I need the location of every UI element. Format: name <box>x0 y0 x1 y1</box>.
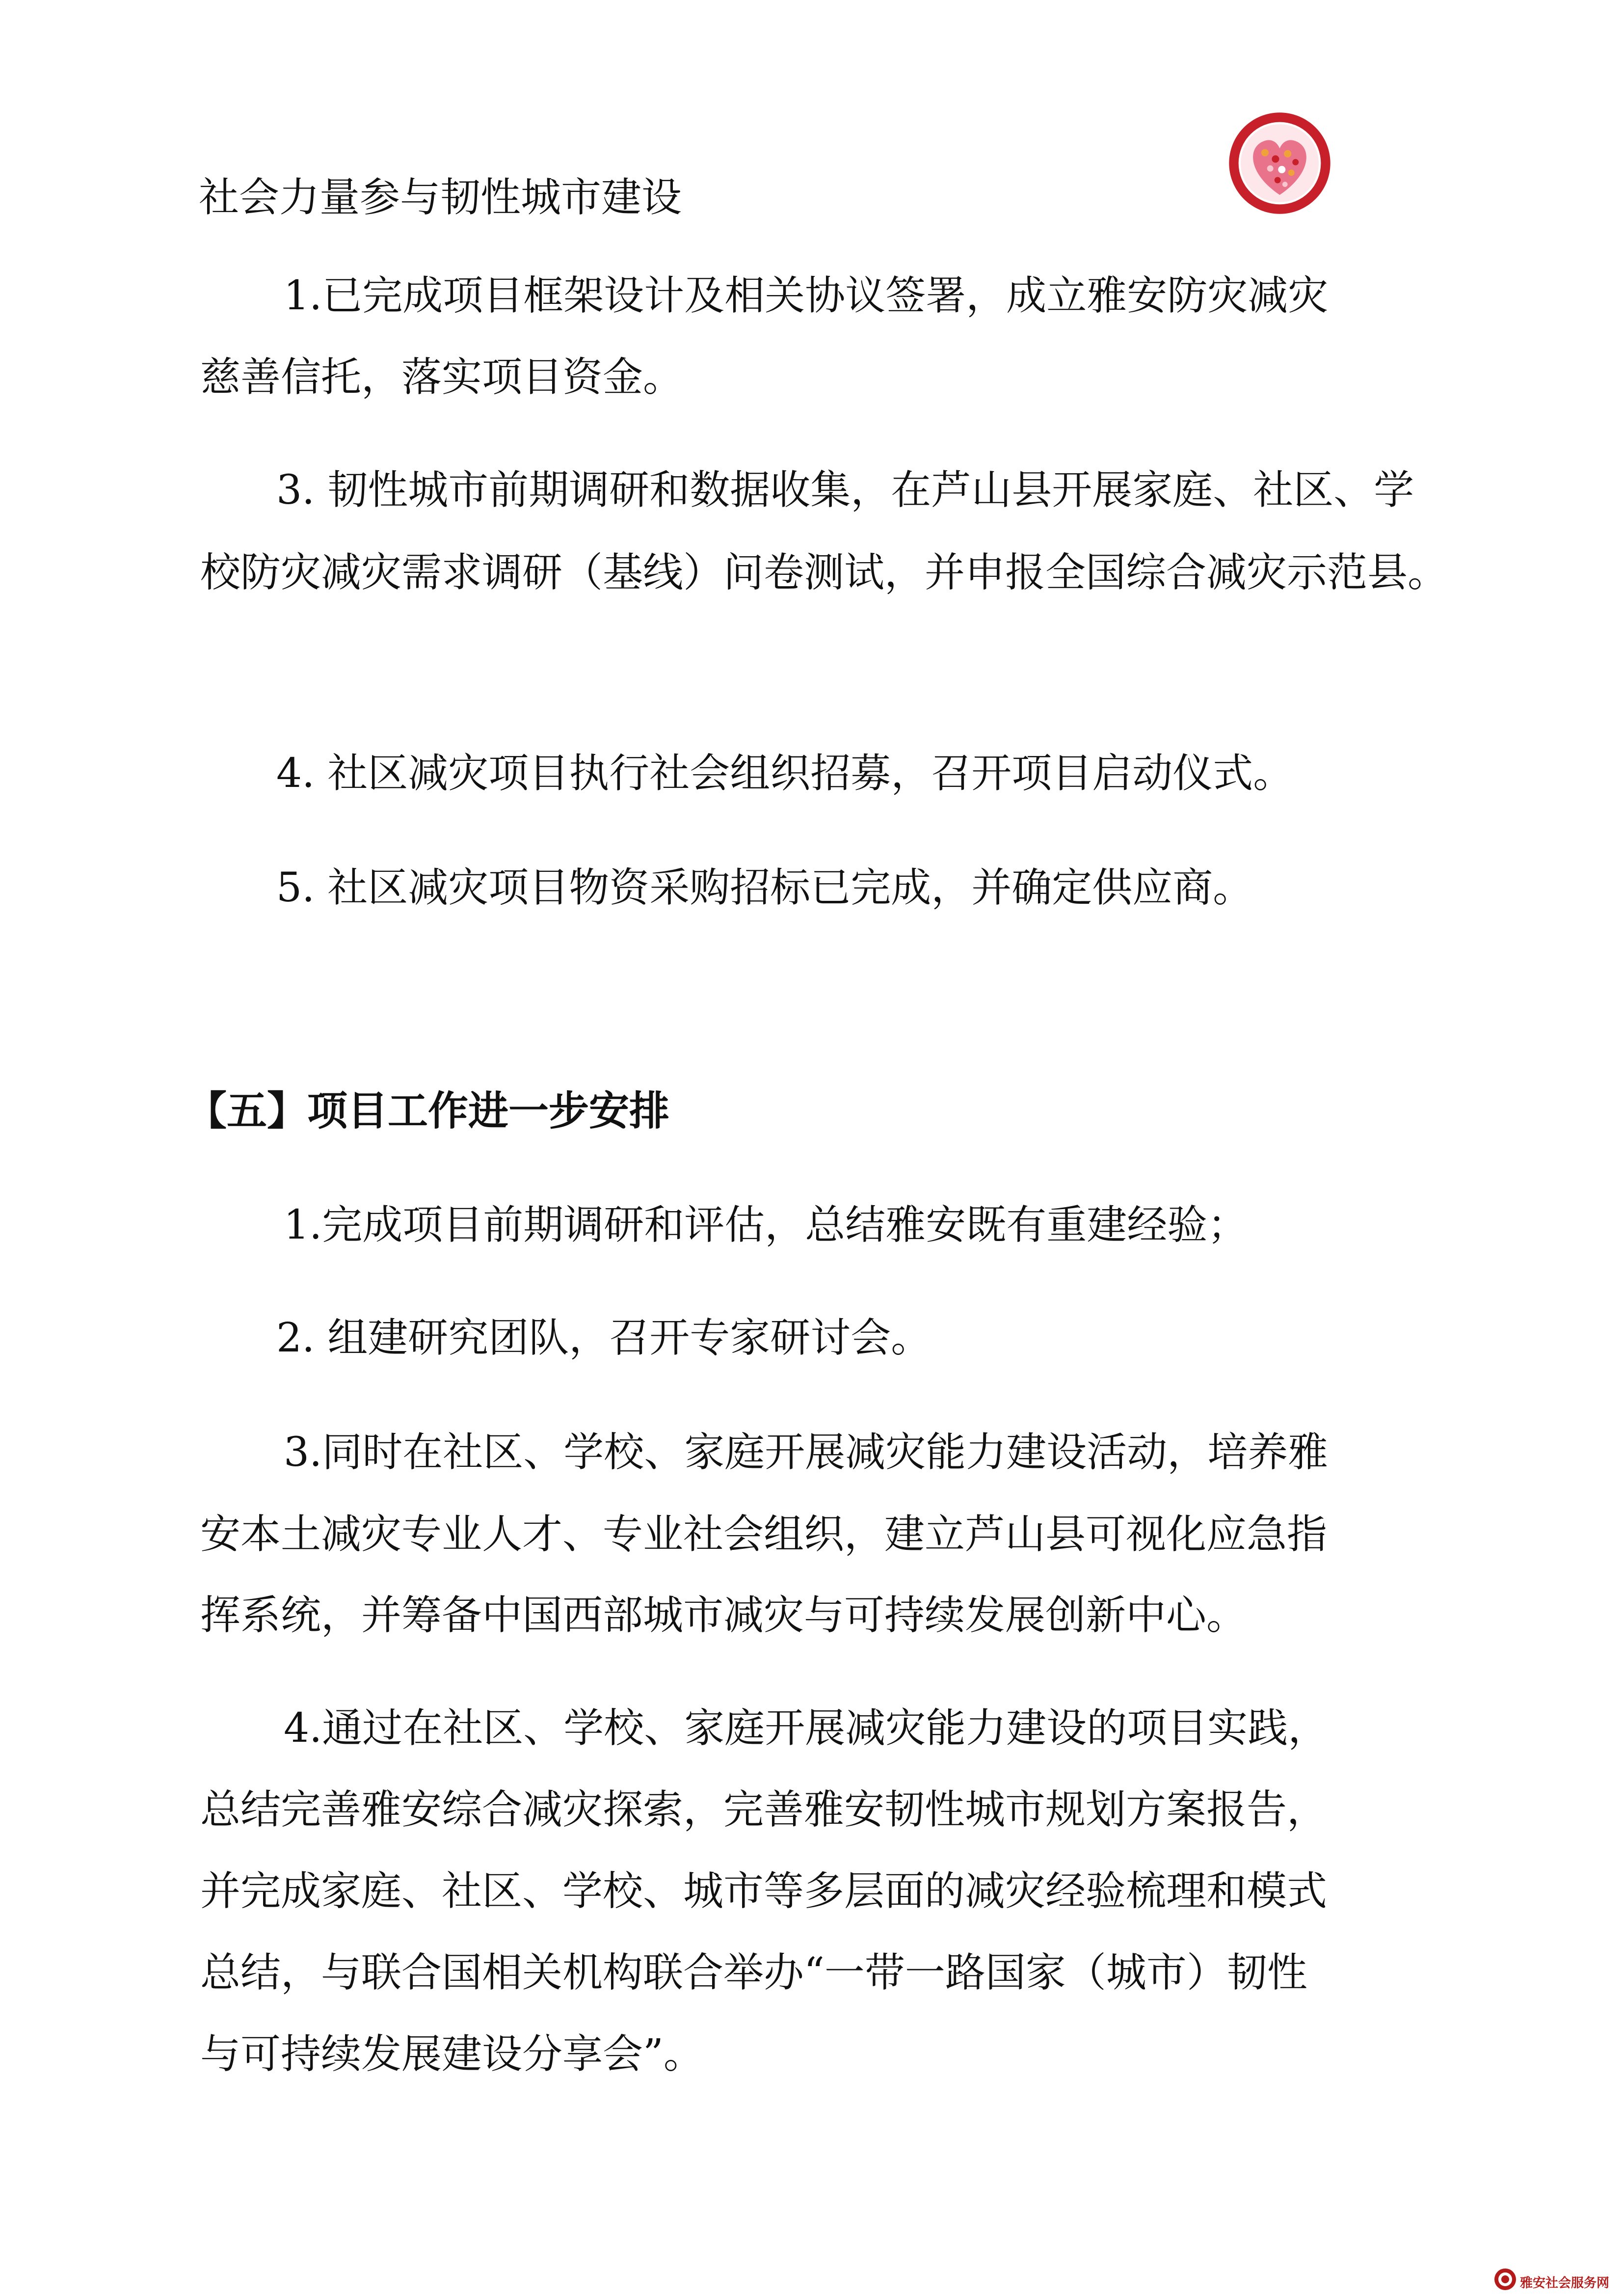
watermark-text: 雅安社会服务网 <box>1520 2276 1610 2291</box>
footer-watermark <box>1490 2267 1617 2292</box>
plan-item-4-line-2: 总结完善雅安综合减灾探索，完善雅安韧性城市规划方案报告， <box>200 1786 1328 1833</box>
progress-item-5: 5. 社区减灾项目物资采购招标已完成，并确定供应商。 <box>276 864 1253 911</box>
progress-item-3-line-2: 校防灾减灾需求调研（基线）问卷测试，并申报全国综合减灾示范县。 <box>200 549 1448 596</box>
plan-item-3-line-3: 挥系统，并筹备中国西部城市减灾与可持续发展创新中心。 <box>200 1592 1247 1639</box>
plan-item-4-line-3: 并完成家庭、社区、学校、城市等多层面的减灾经验梳理和模式 <box>200 1868 1328 1915</box>
plan-item-1: 1.完成项目前期调研和评估，总结雅安既有重建经验； <box>284 1202 1248 1248</box>
watermark-seal-icon <box>1493 2268 1517 2291</box>
progress-item-4: 4. 社区减灾项目执行社会组织招募，召开项目启动仪式。 <box>276 750 1294 797</box>
plan-item-4-line-5: 与可持续发展建设分享会”。 <box>200 2031 704 2078</box>
progress-item-1-line-2: 慈善信托，落实项目资金。 <box>200 354 684 401</box>
section-5-heading: 【五】项目工作进一步安排 <box>186 1088 670 1134</box>
plan-item-3-line-2: 安本土减灾专业人才、专业社会组织，建立芦山县可视化应急指 <box>200 1511 1328 1558</box>
progress-item-3-line-1: 3. 韧性城市前期调研和数据收集，在芦山县开展家庭、社区、学 <box>276 467 1414 513</box>
plan-item-2: 2. 组建研究团队，召开专家研讨会。 <box>276 1315 931 1361</box>
progress-item-1-line-1: 1.已完成项目框架设计及相关协议签署，成立雅安防灾减灾 <box>284 272 1329 319</box>
plan-item-4-line-1: 4.通过在社区、学校、家庭开展减灾能力建设的项目实践， <box>284 1705 1329 1752</box>
plan-item-4-line-4: 总结，与联合国相关机构联合举办“一带一路国家（城市）韧性 <box>200 1949 1307 1996</box>
organization-logo <box>1227 110 1332 216</box>
plan-item-3-line-1: 3.同时在社区、学校、家庭开展减灾能力建设活动，培养雅 <box>284 1429 1329 1476</box>
page-title: 社会力量参与韧性城市建设 <box>199 174 682 221</box>
